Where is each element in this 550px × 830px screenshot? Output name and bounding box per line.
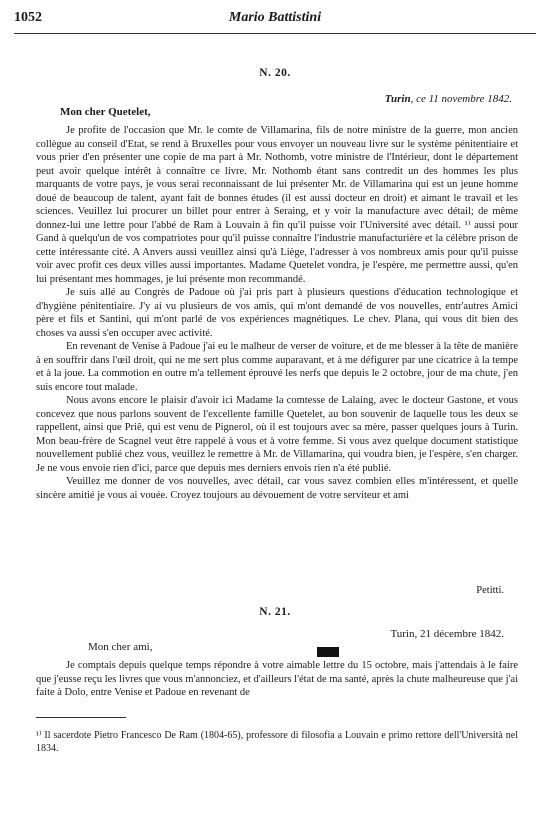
letter-20-dateline xyxy=(385,93,512,105)
letter-20-paragraph: En revenant de Venise à Padoue j'ai eu le malheur de verser de voiture, et de me blesser à la tête de manière à en souffrir dans l'œil droit, qui ne me sert plus comme auparavant, et à me défigurer par une cicatrice à la tempe et à la joue. La commotion en outre m'a tellement éprouvé les nerfs que depuis le 2 octobre, jour de ma chute, j'en suis encore tout malade. xyxy=(36,341,518,393)
page-header xyxy=(14,10,536,32)
letter-20-date-rest: , ce 11 novembre 1842. xyxy=(410,93,512,105)
letter-20-signature: Petitti. xyxy=(476,585,504,596)
footnote: ¹⁾ Il sacerdote Pietro Francesco De Ram (1804-65), professore di filosofia a Louvain e primo rettore dell'Università nel 1834. xyxy=(36,730,518,754)
letter-number-21: N. 21. xyxy=(259,606,291,618)
letter-21-salutation: Mon cher ami, xyxy=(88,641,153,653)
redaction-mark xyxy=(317,647,339,657)
footnote-rule xyxy=(36,717,126,718)
letter-21-paragraph: Je comptais depuis quelque temps répondre à votre aimable lettre du 15 octobre, mais j'attendais à le faire que j'eusse reçu les livres que vous m'annonciez, et d'ailleurs l'état de ma santé, après la chute malheureuse que j'ai faite à Dolo, entre Venise et Padoue en revenant de xyxy=(36,660,518,698)
letter-21-body xyxy=(36,659,518,700)
letter-20-paragraph: Nous avons encore le plaisir d'avoir ici Madame la comtesse de Lalaing, avec le docteur Gastone, et vous concevez que nous parlons souvent de l'excellente famille Quetelet, au bon souvenir de laquelle tous les deux se rappellent, ainsi que Priê, qui est venu de Pignerol, où il est toujours avec sa mère, passer quelques jours à Turin. Mon beau-frère de Scagnel veut être rappelé à vous et à votre femme. Si vous avez quelque document statistique nouvellement publié chez vous, veuillez le remettre à Mr. de Villamarina, qui voudra bien, je l'espère, s'en charger. Je ne vous envoie rien d'ici, parce que depuis mes derniers envois rien n'a été publié. xyxy=(36,395,518,474)
page-number: 1052 xyxy=(14,10,42,25)
letter-20-paragraph: Je profite de l'occasion que Mr. le comte de Villamarina, fils de notre ministre de la guerre, mon ancien collègue au conseil d'Etat, se rend à Bruxelles pour vous envoyer un nouveau livre sur le système pénitentiaire et vous prier d'en présenter une copie de ma part à Mr. Nothomb, votre ministre de l'Intérieur, dont le département peut avoir quelque intérêt à connaître ce livre. Mr. Nothomb étant sans contredit un des hommes les plus marquants de votre pays, je vous serai reconnaissant de lui présenter Mr. de Villamarina qui est un jeune homme doué de beaucoup de talent, ayant fait de bonnes études (il est aussi docteur en droit) et aimant le travail et les sciences. Veuillez lui procurer un billet pour entrer à Seraing, et y voir la manufacture avec détail; de même donnez-lui une lettre pour l'abbé de Ram à Louvain à fin qu'il puisse voir l'Université avec détail. ¹⁾ aussi pour Gand à quelqu'un de vos compatriotes pour qu'il puisse connaître l'industrie manufacturière et la célèbre prison de cette intéressante cité. A Anvers aussi veuillez ainsi qu'à Liège, l'adresser à vos nombreux amis pour qu'il puisse voir avec profit ces deux villes aussi importantes. Madame Quetelet vondra, je l'espère, me permettre aussi, qu'en lui présentant mes hommages, je lui présente mon recommandé. xyxy=(36,125,518,285)
letter-20-body xyxy=(36,124,518,502)
letter-20-paragraph: Veuillez me donner de vos nouvelles, avec détail, car vous savez combien elles m'intéressent, et quelle sincère amitié je vous ai vouée. Croyez toujours au dévouement de votre serviteur et ami xyxy=(36,476,518,501)
letter-20-date-place: Turin xyxy=(384,93,411,105)
running-title: Mario Battistini xyxy=(228,10,322,25)
letter-number-20: N. 20. xyxy=(259,67,291,79)
letter-20-salutation: Mon cher Quetelet, xyxy=(60,106,151,118)
letter-21-dateline: Turin, 21 décembre 1842. xyxy=(390,628,504,640)
letter-20-paragraph: Je suis allé au Congrès de Padoue où j'ai pris part à plusieurs questions d'éducation technologique et d'hygiène pénitentiaire. J'y ai vu plusieurs de vos amis, qui m'ont demandé de vos nouvelles, entr'autres Amici père et fils et Santini, qui m'ont parlé de vos expériences magnétiques. Le chev. Plana, qui vous dit bien des choses va aussi s'en occuper avec activité. xyxy=(36,287,518,339)
header-rule xyxy=(14,33,536,34)
